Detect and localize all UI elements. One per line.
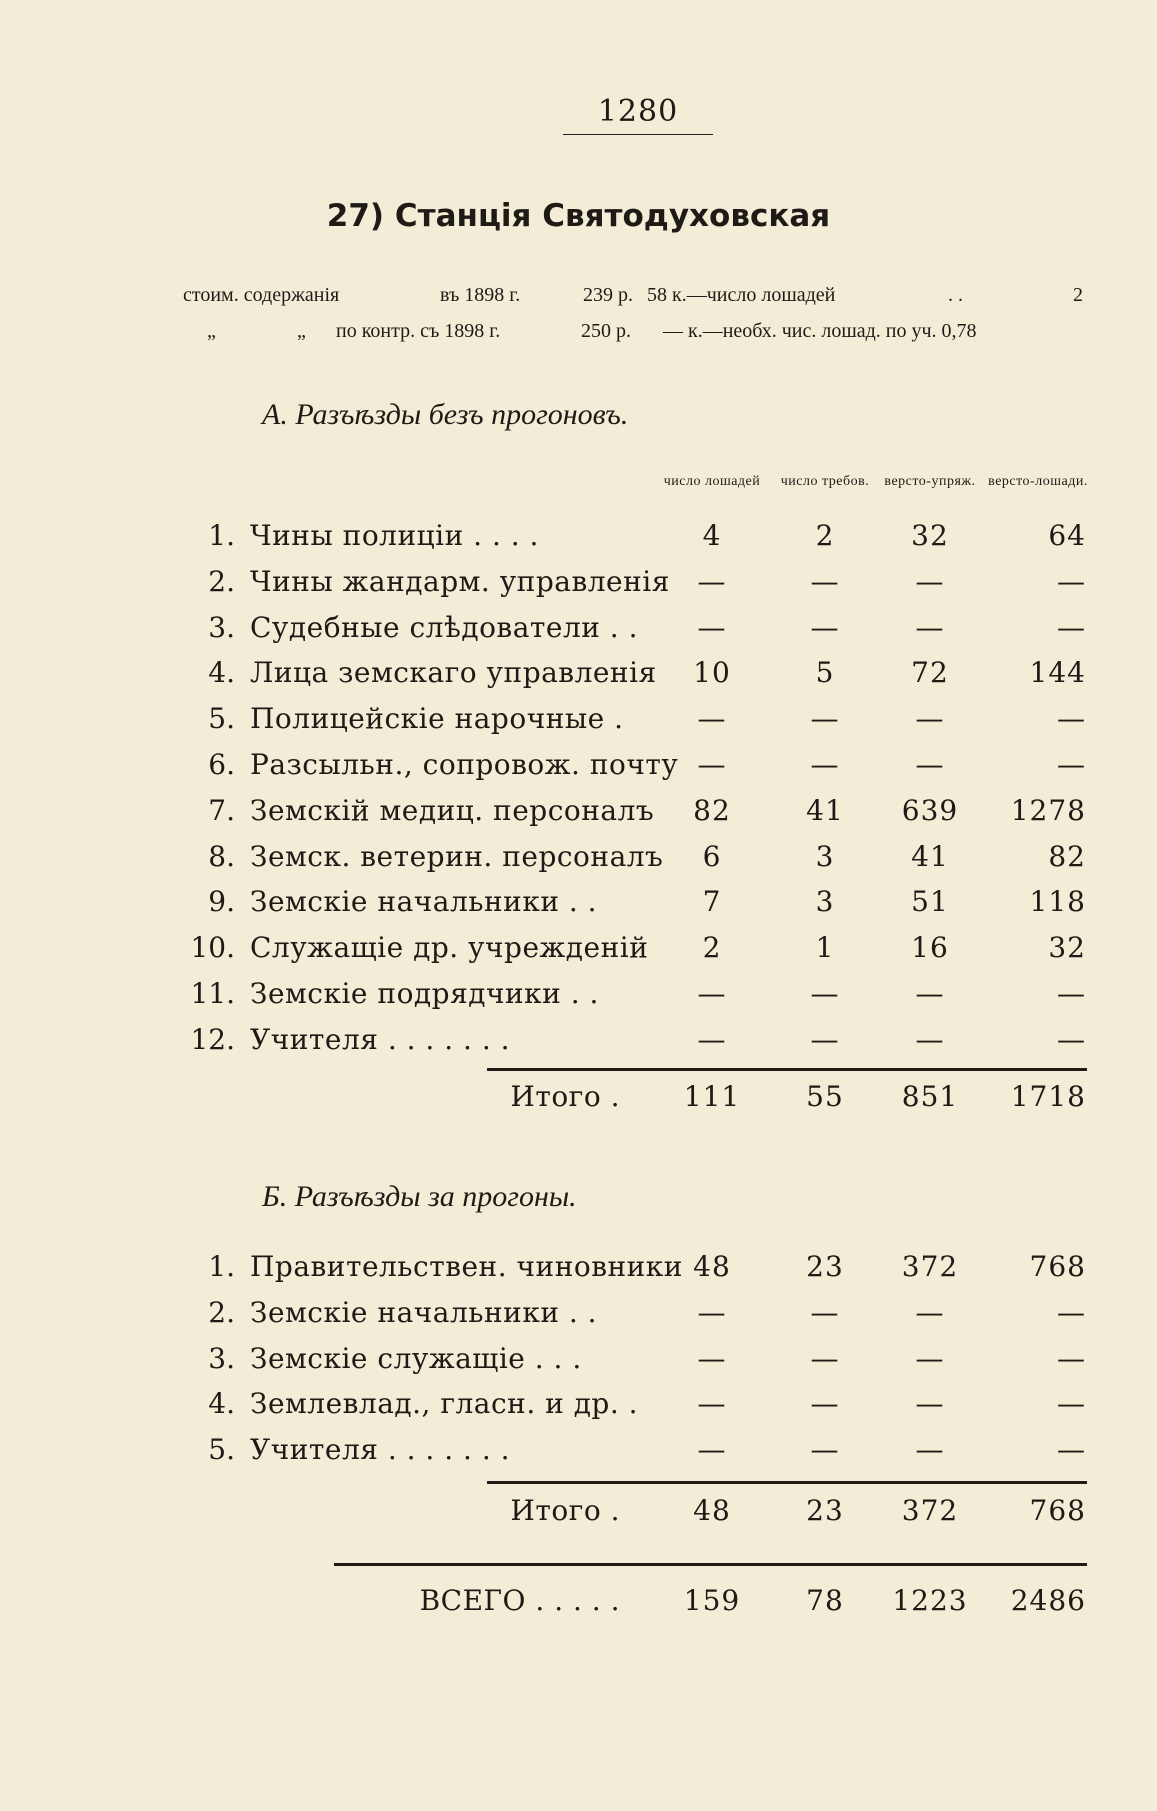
row-value-1: 7 xyxy=(702,885,722,919)
grand-total-row xyxy=(0,1584,1157,1628)
table-row xyxy=(0,1023,1157,1067)
table-row xyxy=(0,1387,1157,1431)
row-number: 9. xyxy=(208,885,235,919)
row-number: 4. xyxy=(208,656,235,690)
row-value-2: — xyxy=(810,1387,840,1421)
cost-line-1-d: 58 к.—число лошадей xyxy=(647,284,836,306)
row-value-3: — xyxy=(915,977,945,1010)
row-value-2: 23 xyxy=(806,1250,844,1283)
total-value-1: 111 xyxy=(683,1080,741,1113)
row-value-2: 3 xyxy=(815,885,835,919)
row-value-4: — xyxy=(1057,564,1086,598)
table-row xyxy=(0,1342,1157,1386)
row-value-3: 41 xyxy=(911,839,949,873)
row-value-1: — xyxy=(697,748,727,781)
cost-line-1 xyxy=(183,284,1088,314)
total-value-3: 851 xyxy=(901,1080,959,1113)
row-value-2: 5 xyxy=(815,656,835,690)
cost-line-2-a: „ xyxy=(207,320,216,342)
row-label: Служащіе др. учрежденій xyxy=(250,931,649,965)
section-b-total-row xyxy=(0,1494,1157,1538)
row-number: 10. xyxy=(190,931,235,965)
row-label: Земскій медиц. персоналъ xyxy=(250,793,655,827)
row-value-3: 72 xyxy=(911,656,949,690)
row-number: 11. xyxy=(190,977,235,1010)
row-number: 5. xyxy=(208,702,235,736)
grand-total-value-3: 1223 xyxy=(892,1584,968,1617)
grand-total-value-2: 78 xyxy=(806,1584,844,1617)
row-label: Чины полиціи . . . . xyxy=(250,519,539,552)
row-value-1: 4 xyxy=(702,519,722,552)
table-row xyxy=(0,702,1157,746)
table-row xyxy=(0,840,1157,884)
row-value-1: — xyxy=(697,1341,727,1375)
row-value-3: — xyxy=(915,564,945,598)
table-row xyxy=(0,611,1157,655)
total-value-2: 55 xyxy=(806,1080,844,1113)
table-row xyxy=(0,565,1157,609)
table-row xyxy=(0,1296,1157,1340)
row-value-4: 118 xyxy=(1029,885,1086,919)
row-number: 8. xyxy=(208,839,235,873)
row-label: Разсыльн., сопровож. почту xyxy=(250,748,679,781)
row-value-4: — xyxy=(1057,1387,1086,1421)
row-number: 2. xyxy=(208,1295,235,1329)
row-number: 1. xyxy=(208,519,235,552)
section-b-title: Б. Разъѣзды за прогоны. xyxy=(262,1180,577,1213)
table-row xyxy=(0,656,1157,700)
row-value-3: — xyxy=(915,1387,945,1421)
row-value-4: — xyxy=(1057,1433,1086,1467)
table-row xyxy=(0,931,1157,975)
total-value-1: 48 xyxy=(693,1494,731,1527)
cost-line-2-d: 250 р. xyxy=(581,320,631,342)
row-value-4: — xyxy=(1057,1022,1086,1056)
row-value-3: — xyxy=(915,748,945,781)
row-value-2: — xyxy=(810,748,840,781)
row-label: Учителя . . . . . . . xyxy=(250,1022,511,1056)
row-value-3: — xyxy=(915,610,945,644)
page-number: 1280 xyxy=(597,94,679,129)
row-value-4: — xyxy=(1057,1295,1086,1329)
grand-total-value-4: 2486 xyxy=(1010,1584,1086,1617)
row-value-1: — xyxy=(697,564,727,598)
grand-total-label: ВСЕГО . . . . . xyxy=(419,1584,620,1617)
row-value-2: 41 xyxy=(806,793,844,827)
total-value-2: 23 xyxy=(806,1494,844,1527)
grand-total-rule xyxy=(334,1563,1087,1566)
row-value-1: 6 xyxy=(702,839,722,873)
table-row xyxy=(0,977,1157,1021)
row-value-3: — xyxy=(915,1022,945,1056)
row-value-1: 48 xyxy=(693,1250,731,1283)
row-label: Лица земскаго управленія xyxy=(250,656,657,690)
section-a-total-rule xyxy=(487,1068,1087,1071)
row-value-4: — xyxy=(1057,610,1086,644)
total-value-4: 768 xyxy=(1029,1494,1086,1527)
row-value-1: — xyxy=(697,1022,727,1056)
total-label: Итого . xyxy=(510,1080,620,1113)
cost-line-1-f: 2 xyxy=(1073,284,1083,306)
row-value-1: 2 xyxy=(702,931,722,965)
station-title: 27) Станція Святодуховская xyxy=(326,198,831,234)
row-label: Земскіе начальники . . xyxy=(250,1295,598,1329)
section-a-title: А. Разъѣзды безъ прогоновъ. xyxy=(262,398,629,431)
row-value-4: — xyxy=(1057,1341,1086,1375)
row-value-4: — xyxy=(1057,748,1086,781)
row-number: 7. xyxy=(208,793,235,827)
cost-line-2-e: — к.—необх. чис. лошад. по уч. 0,78 xyxy=(663,320,977,342)
row-value-1: — xyxy=(697,977,727,1010)
cost-line-1-a: стоим. содержанія xyxy=(183,284,340,306)
table-row xyxy=(0,794,1157,838)
row-number: 1. xyxy=(208,1250,235,1283)
row-number: 4. xyxy=(208,1387,235,1421)
row-value-1: — xyxy=(697,610,727,644)
row-label: Земскіе подрядчики . . xyxy=(250,977,599,1010)
row-label: Учителя . . . . . . . xyxy=(250,1433,511,1467)
col-head-verst-harness: версто-упряж. xyxy=(884,474,976,489)
row-value-3: — xyxy=(915,1341,945,1375)
cost-line-2-c: по контр. съ 1898 г. xyxy=(336,320,501,342)
row-value-4: 1278 xyxy=(1010,793,1086,827)
table-row xyxy=(0,885,1157,929)
row-value-3: 372 xyxy=(901,1250,959,1283)
total-value-4: 1718 xyxy=(1010,1080,1086,1113)
table-row xyxy=(0,519,1157,563)
row-label: Судебные слѣдователи . . xyxy=(250,610,639,644)
row-value-1: 10 xyxy=(693,656,731,690)
row-value-3: 32 xyxy=(911,519,949,552)
row-label: Землевлад., гласн. и др. . xyxy=(250,1387,639,1421)
row-value-1: — xyxy=(697,702,727,736)
row-value-3: — xyxy=(915,1433,945,1467)
row-number: 3. xyxy=(208,610,235,644)
section-a-total-row xyxy=(0,1080,1157,1124)
row-value-3: 16 xyxy=(911,931,949,965)
page-number-rule xyxy=(563,134,713,135)
row-value-2: 2 xyxy=(815,519,835,552)
row-label: Правительствен. чиновники xyxy=(250,1250,683,1283)
row-number: 2. xyxy=(208,564,235,598)
row-value-4: — xyxy=(1057,977,1086,1010)
row-number: 5. xyxy=(208,1433,235,1467)
row-value-3: 639 xyxy=(901,793,959,827)
row-value-2: 1 xyxy=(815,931,835,965)
row-value-1: — xyxy=(697,1295,727,1329)
row-value-3: 51 xyxy=(911,885,949,919)
col-head-horses: число лошадей xyxy=(663,474,761,489)
cost-line-1-e: . . xyxy=(948,284,963,306)
row-value-1: — xyxy=(697,1387,727,1421)
row-value-2: — xyxy=(810,977,840,1010)
row-number: 6. xyxy=(208,748,235,781)
row-value-2: — xyxy=(810,1341,840,1375)
section-b-total-rule xyxy=(487,1481,1087,1484)
row-label: Земскіе начальники . . xyxy=(250,885,598,919)
row-value-4: 144 xyxy=(1029,656,1086,690)
row-value-2: — xyxy=(810,1295,840,1329)
row-value-1: — xyxy=(697,1433,727,1467)
row-value-2: — xyxy=(810,610,840,644)
row-label: Чины жандарм. управленія xyxy=(250,564,670,598)
table-row xyxy=(0,748,1157,792)
col-head-requests: число требов. xyxy=(780,474,870,489)
row-value-4: 82 xyxy=(1048,839,1086,873)
col-head-verst-horses: версто-лошади. xyxy=(988,474,1088,489)
row-value-4: 32 xyxy=(1048,931,1086,965)
row-value-4: 768 xyxy=(1029,1250,1086,1283)
row-value-1: 82 xyxy=(693,793,731,827)
cost-line-2-b: „ xyxy=(297,320,306,342)
row-label: Полицейскіе нарочные . xyxy=(250,702,624,736)
grand-total-value-1: 159 xyxy=(683,1584,741,1617)
row-label: Земскіе служащіе . . . xyxy=(250,1341,582,1375)
row-value-3: — xyxy=(915,1295,945,1329)
row-value-2: — xyxy=(810,564,840,598)
row-value-2: 3 xyxy=(815,839,835,873)
row-value-2: — xyxy=(810,1433,840,1467)
row-value-2: — xyxy=(810,1022,840,1056)
table-row xyxy=(0,1250,1157,1294)
row-number: 12. xyxy=(190,1022,235,1056)
total-label: Итого . xyxy=(510,1494,620,1527)
cost-line-1-b: въ 1898 г. xyxy=(440,284,521,306)
row-value-4: — xyxy=(1057,702,1086,736)
row-label: Земск. ветерин. персоналъ xyxy=(250,839,664,873)
table-row xyxy=(0,1433,1157,1477)
row-value-3: — xyxy=(915,702,945,736)
total-value-3: 372 xyxy=(901,1494,959,1527)
row-value-4: 64 xyxy=(1048,519,1086,552)
row-value-2: — xyxy=(810,702,840,736)
cost-line-1-c: 239 р. xyxy=(583,284,633,306)
cost-line-2 xyxy=(183,320,1088,350)
row-number: 3. xyxy=(208,1341,235,1375)
